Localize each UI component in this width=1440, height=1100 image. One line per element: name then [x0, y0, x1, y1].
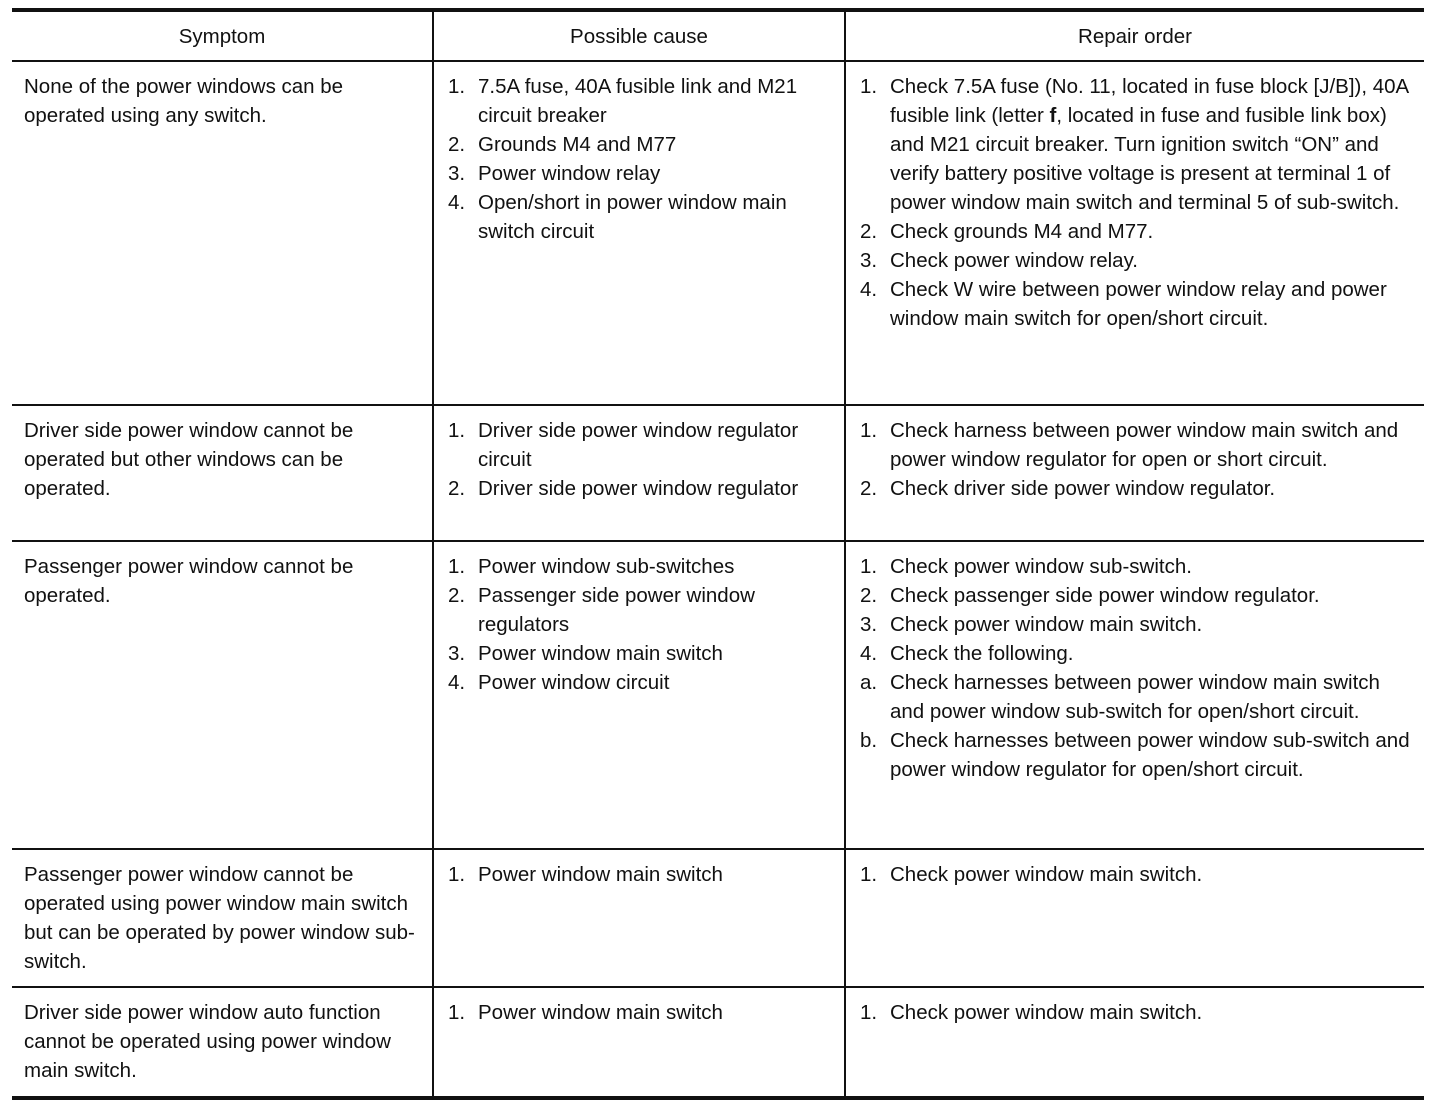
item-text: Passenger side power window regulators: [478, 584, 755, 636]
item-text: Check the following.: [890, 642, 1074, 665]
repair-item: [858, 639, 1418, 668]
repair-item: [858, 72, 1418, 217]
repair-item: [858, 610, 1418, 639]
item-text: Check power window relay.: [890, 249, 1139, 272]
item-number: 1.: [860, 555, 878, 578]
cause-cell: [433, 61, 845, 405]
repair-item: [858, 246, 1418, 275]
item-number: 1.: [448, 555, 466, 578]
item-number: 3.: [448, 162, 466, 185]
item-text: Power window main switch: [478, 642, 723, 665]
cause-list: [446, 72, 838, 246]
troubleshooting-table: [12, 12, 1424, 1096]
item-text: Driver side power window regulator: [478, 477, 799, 500]
item-number: 1.: [860, 863, 878, 886]
header-repair-order: Repair order: [845, 12, 1424, 61]
cause-list: [446, 552, 838, 697]
cause-cell: [433, 405, 845, 541]
item-text: Check harnesses between power window main switch and power window sub-switch for open/short circuit.: [890, 671, 1380, 723]
cause-cell: [433, 987, 845, 1096]
cause-item: [446, 474, 838, 503]
item-text: Check W wire between power window relay and power window main switch for open/short circuit.: [890, 278, 1387, 330]
repair-list: [858, 72, 1418, 333]
item-text: Check harness between power window main switch and power window regulator for open or short circuit.: [890, 419, 1399, 471]
item-number: 1.: [448, 863, 466, 886]
repair-item: [858, 998, 1418, 1027]
item-text: Driver side power window regulator circuit: [478, 419, 799, 471]
symptom-cell: Driver side power window cannot be operated but other windows can be operated.: [12, 405, 433, 541]
cause-cell: [433, 541, 845, 849]
item-number: 2.: [448, 584, 466, 607]
item-number: 3.: [860, 249, 878, 272]
symptom-cell: Passenger power window cannot be operated.: [12, 541, 433, 849]
item-text: Open/short in power window main switch circuit: [478, 191, 787, 243]
repair-cell: [845, 61, 1424, 405]
cause-list: [446, 860, 838, 889]
repair-list: [858, 860, 1418, 889]
repair-item: [858, 552, 1418, 581]
item-letter: b.: [860, 729, 878, 752]
symptom-cell: Driver side power window auto function cannot be operated using power window main switch.: [12, 987, 433, 1096]
repair-list: [858, 998, 1418, 1027]
item-text: Grounds M4 and M77: [478, 133, 677, 156]
item-number: 3.: [448, 642, 466, 665]
item-number: 1.: [860, 1001, 878, 1024]
item-number: 2.: [860, 477, 878, 500]
item-text: Power window circuit: [478, 671, 670, 694]
repair-list: [858, 552, 1418, 784]
item-text-continued: , located in fuse and fusible link box) and M21 circuit breaker. Turn ignition switch “ON” and verify battery positive voltage is present at terminal 1 of power window main switch and terminal 5 of sub-switch.: [890, 104, 1400, 214]
repair-cell: [845, 849, 1424, 987]
item-text: 7.5A fuse, 40A fusible link and M21 circuit breaker: [478, 75, 798, 127]
cause-list: [446, 998, 838, 1027]
repair-item: [858, 581, 1418, 610]
item-number: 4.: [448, 671, 466, 694]
item-number: 2.: [448, 477, 466, 500]
table-row: [12, 405, 1424, 541]
table-row: [12, 849, 1424, 987]
item-number: 4.: [860, 642, 878, 665]
item-number: 1.: [860, 75, 878, 98]
item-text: Check harnesses between power window sub-switch and power window regulator for open/short circuit.: [890, 729, 1410, 781]
item-text: Power window main switch: [478, 863, 723, 886]
symptom-cell: None of the power windows can be operated using any switch.: [12, 61, 433, 405]
repair-item: [858, 416, 1418, 474]
item-text: Check power window sub-switch.: [890, 555, 1192, 578]
item-number: 2.: [448, 133, 466, 156]
header-row: [12, 12, 1424, 61]
repair-list: [858, 416, 1418, 503]
item-text: Check power window main switch.: [890, 613, 1203, 636]
item-number: 4.: [860, 278, 878, 301]
item-text: Power window relay: [478, 162, 661, 185]
item-number: 3.: [860, 613, 878, 636]
item-text: Check power window main switch.: [890, 1001, 1203, 1024]
cause-item: [446, 581, 838, 639]
item-text: Power window sub-switches: [478, 555, 735, 578]
item-letter: a.: [860, 671, 878, 694]
repair-subitem: [858, 668, 1418, 726]
repair-item: [858, 217, 1418, 246]
item-text: Check passenger side power window regulator.: [890, 584, 1320, 607]
repair-subitem: [858, 726, 1418, 784]
cause-item: [446, 416, 838, 474]
cause-item: [446, 668, 838, 697]
header-symptom: Symptom: [12, 12, 433, 61]
table-row: [12, 541, 1424, 849]
item-number: 2.: [860, 220, 878, 243]
repair-cell: [845, 541, 1424, 849]
repair-item: [858, 860, 1418, 889]
item-text: Power window main switch: [478, 1001, 723, 1024]
troubleshooting-table-frame: [12, 8, 1424, 1100]
fusible-link-letter: f: [1049, 104, 1057, 127]
item-number: 1.: [448, 419, 466, 442]
item-number: 2.: [860, 584, 878, 607]
cause-list: [446, 416, 838, 503]
table-row: [12, 987, 1424, 1096]
cause-item: [446, 188, 838, 246]
item-number: 1.: [448, 1001, 466, 1024]
cause-item: [446, 130, 838, 159]
cause-item: [446, 998, 838, 1027]
item-text: Check driver side power window regulator.: [890, 477, 1276, 500]
cause-item: [446, 72, 838, 130]
item-text: Check 7.5A fuse (No. 11, located in fuse block [J/B]), 40A fusible link (letter: [890, 75, 1409, 127]
repair-cell: [845, 405, 1424, 541]
repair-item: [858, 275, 1418, 333]
symptom-cell: Passenger power window cannot be operated using power window main switch but can be operated by power window sub-switch.: [12, 849, 433, 987]
cause-item: [446, 552, 838, 581]
item-number: 1.: [860, 419, 878, 442]
item-number: 1.: [448, 75, 466, 98]
table-row: [12, 61, 1424, 405]
item-number: 4.: [448, 191, 466, 214]
cause-item: [446, 159, 838, 188]
cause-item: [446, 639, 838, 668]
item-text: Check power window main switch.: [890, 863, 1203, 886]
repair-cell: [845, 987, 1424, 1096]
repair-item: [858, 474, 1418, 503]
header-possible-cause: Possible cause: [433, 12, 845, 61]
cause-cell: [433, 849, 845, 987]
item-text: Check grounds M4 and M77.: [890, 220, 1154, 243]
cause-item: [446, 860, 838, 889]
